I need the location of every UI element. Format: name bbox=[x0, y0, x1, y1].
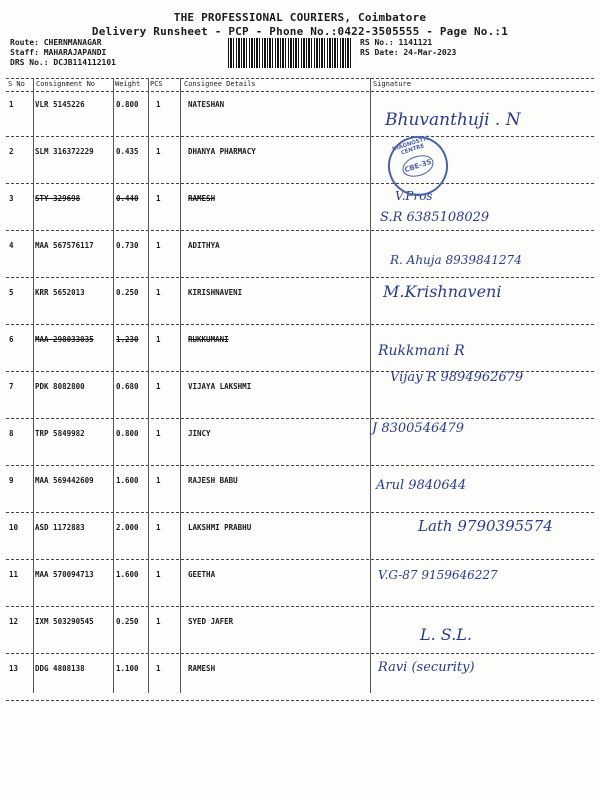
row-pcs: 1 bbox=[156, 194, 161, 203]
row-sno: 1 bbox=[9, 100, 14, 109]
row-consignee: LAKSHMI PRABHU bbox=[188, 523, 252, 532]
row-consignment-no: MAA 570094713 bbox=[35, 570, 94, 579]
col-consignment: Consignment No bbox=[36, 80, 96, 88]
row-consignee: SYED JAFER bbox=[188, 617, 234, 626]
runsheet-subtitle: Delivery Runsheet - PCP - Phone No.:0422-3505555 - Page No.:1 bbox=[91, 25, 509, 38]
row-consignee: DHANYA PHARMACY bbox=[188, 147, 256, 156]
row-sno: 11 bbox=[9, 570, 19, 579]
row-consignee: JINCY bbox=[188, 429, 211, 438]
row-weight: 0.730 bbox=[116, 241, 139, 250]
header-bottom-rule bbox=[6, 91, 594, 92]
runsheet-meta-right bbox=[360, 38, 456, 58]
row-divider bbox=[6, 700, 594, 701]
row-consignment-no: MAA 298033035 bbox=[35, 335, 94, 344]
row-weight: 1.100 bbox=[116, 664, 139, 673]
row-divider bbox=[6, 277, 594, 278]
row-consignee: RAJESH BABU bbox=[188, 476, 238, 485]
row-sno: 5 bbox=[9, 288, 14, 297]
row-sno: 2 bbox=[9, 147, 14, 156]
runsheet-meta-left bbox=[10, 38, 116, 68]
row-divider bbox=[6, 559, 594, 560]
row-weight: 1.600 bbox=[116, 476, 139, 485]
column-divider bbox=[370, 78, 371, 693]
row-sno: 9 bbox=[9, 476, 14, 485]
row-signature: R. Ahuja 8939841274 bbox=[390, 253, 522, 267]
row-weight: 1.230 bbox=[116, 335, 139, 344]
row-pcs: 1 bbox=[156, 617, 161, 626]
row-pcs: 1 bbox=[156, 382, 161, 391]
column-divider bbox=[113, 78, 114, 693]
row-consignee: NATESHAN bbox=[188, 100, 225, 109]
row-weight: 0.250 bbox=[116, 288, 139, 297]
row-pcs: 1 bbox=[156, 147, 161, 156]
row-consignment-no: MAA 567576117 bbox=[35, 241, 94, 250]
row-divider bbox=[6, 606, 594, 607]
row-signature: S.R 6385108029 bbox=[380, 210, 490, 225]
row-consignment-no: MAA 569442609 bbox=[35, 476, 94, 485]
row-divider bbox=[6, 324, 594, 325]
row-divider bbox=[6, 230, 594, 231]
rs-date: RS Date: 24-Mar-2023 bbox=[360, 48, 457, 57]
row-signature: V.G-87 9159646227 bbox=[378, 568, 498, 582]
row-weight: 0.250 bbox=[116, 617, 139, 626]
row-divider bbox=[6, 653, 594, 654]
row-sno: 7 bbox=[9, 382, 14, 391]
row-signature: M.Krishnaveni bbox=[383, 282, 502, 301]
row-signature: Ravi (security) bbox=[378, 660, 475, 675]
row-signature: J 8300546479 bbox=[372, 421, 465, 436]
stamp-arc-text: DIAGNOSTIC CENTRE bbox=[391, 135, 431, 157]
stamp-center: CBE-35 bbox=[400, 152, 437, 181]
row-sno: 8 bbox=[9, 429, 14, 438]
row-pcs: 1 bbox=[156, 241, 161, 250]
staff-label: Staff: MAHARAJAPANDI bbox=[10, 48, 107, 57]
row-weight: 1.600 bbox=[116, 570, 139, 579]
row-signature: L. S.L. bbox=[420, 625, 472, 644]
diagnostic-stamp bbox=[380, 128, 456, 204]
row-pcs: 1 bbox=[156, 100, 161, 109]
row-consignment-no: TRP 5849982 bbox=[35, 429, 85, 438]
col-signature: Signature bbox=[373, 80, 411, 88]
row-weight: 0.800 bbox=[116, 429, 139, 438]
row-weight: 0.800 bbox=[116, 100, 139, 109]
row-divider bbox=[6, 465, 594, 466]
row-consignee: ADITHYA bbox=[188, 241, 220, 250]
row-consignment-no: KRR 5652013 bbox=[35, 288, 85, 297]
company-title: THE PROFESSIONAL COURIERS, Coimbatore bbox=[173, 11, 427, 24]
col-consignee: Consignee Details bbox=[184, 80, 256, 88]
row-consignee: RAMESH bbox=[188, 194, 216, 203]
row-consignment-no: IXM 503290545 bbox=[35, 617, 94, 626]
row-consignee: RAMESH bbox=[188, 664, 216, 673]
row-weight: 2.000 bbox=[116, 523, 139, 532]
row-signature: Lath 9790395574 bbox=[418, 517, 553, 535]
row-pcs: 1 bbox=[156, 664, 161, 673]
col-sno: S No bbox=[8, 80, 25, 88]
row-consignee: RUKKUMANI bbox=[188, 335, 229, 344]
row-pcs: 1 bbox=[156, 570, 161, 579]
route-label: Route: CHERNMANAGAR bbox=[10, 38, 102, 47]
row-divider bbox=[6, 512, 594, 513]
row-signature: V.Pros bbox=[395, 189, 433, 203]
row-weight: 0.680 bbox=[116, 382, 139, 391]
row-pcs: 1 bbox=[156, 335, 161, 344]
row-sno: 4 bbox=[9, 241, 14, 250]
row-pcs: 1 bbox=[156, 523, 161, 532]
header-top-rule bbox=[6, 78, 594, 79]
row-consignment-no: SLM 316372229 bbox=[35, 147, 94, 156]
column-divider bbox=[33, 78, 34, 693]
row-pcs: 1 bbox=[156, 429, 161, 438]
row-sno: 12 bbox=[9, 617, 19, 626]
row-consignee: VIJAYA LAKSHMI bbox=[188, 382, 252, 391]
row-sno: 6 bbox=[9, 335, 14, 344]
column-divider bbox=[180, 78, 181, 693]
row-sno: 10 bbox=[9, 523, 19, 532]
row-consignment-no: VLR 5145226 bbox=[35, 100, 85, 109]
row-divider bbox=[6, 136, 594, 137]
row-pcs: 1 bbox=[156, 476, 161, 485]
row-consignee: KIRISHNAVENI bbox=[188, 288, 243, 297]
row-divider bbox=[6, 418, 594, 419]
row-consignment-no: DDG 4808138 bbox=[35, 664, 85, 673]
col-weight: Weight bbox=[115, 80, 141, 88]
row-divider bbox=[6, 183, 594, 184]
row-pcs: 1 bbox=[156, 288, 161, 297]
rs-number: RS No.: 1141121 bbox=[360, 38, 433, 47]
row-signature: Arul 9840644 bbox=[376, 478, 467, 493]
row-sno: 13 bbox=[9, 664, 19, 673]
column-divider bbox=[148, 78, 149, 693]
row-weight: 0.440 bbox=[116, 194, 139, 203]
row-consignment-no: STY 329698 bbox=[35, 194, 81, 203]
barcode-image bbox=[228, 38, 353, 68]
row-consignee: GEETHA bbox=[188, 570, 216, 579]
row-signature: Rukkmani R bbox=[378, 343, 465, 359]
row-consignment-no: ASD 1172883 bbox=[35, 523, 85, 532]
row-signature: Vijay R 9894962679 bbox=[390, 370, 524, 385]
row-weight: 0.435 bbox=[116, 147, 139, 156]
row-sno: 3 bbox=[9, 194, 14, 203]
drs-number: DRS No.: DCJB114112101 bbox=[10, 58, 116, 67]
col-pcs: PCS bbox=[150, 80, 163, 88]
row-consignment-no: PDK 8082800 bbox=[35, 382, 85, 391]
row-signature: Bhuvanthuji . N bbox=[385, 110, 521, 130]
